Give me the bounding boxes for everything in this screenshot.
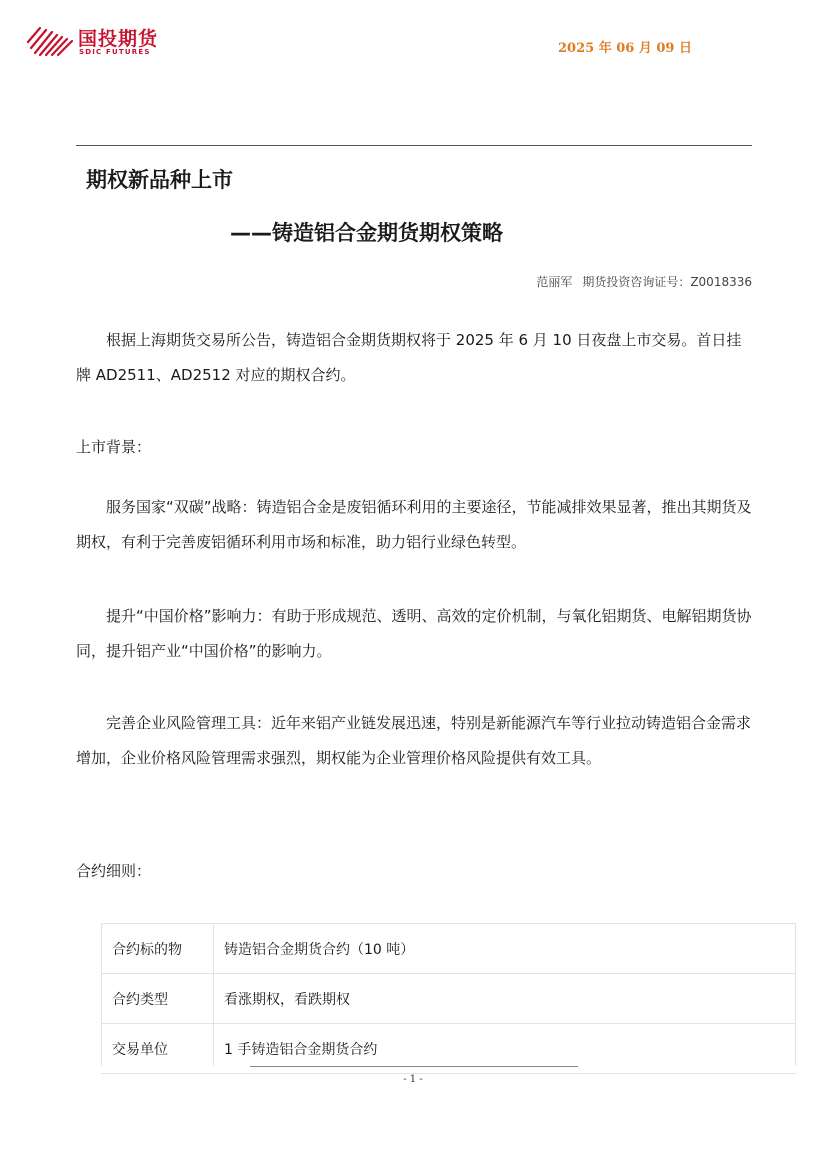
logo-english-text: SDIC FUTURES (79, 48, 151, 56)
author-certificate: 期货投资咨询证号：Z0018336 (582, 275, 752, 289)
report-title: 期权新品种上市 (86, 168, 233, 192)
background-heading: 上市背景： (76, 438, 152, 456)
header-divider (76, 145, 752, 146)
spec-key: 合约类型 (102, 974, 214, 1024)
table-row (102, 924, 796, 974)
contract-heading: 合约细则： (76, 862, 152, 880)
report-date: 2025 年 06 月 09 日 (558, 41, 692, 56)
table-row (102, 974, 796, 1024)
logo-chinese-text: 国投期货 (78, 28, 159, 50)
intro-paragraph: 根据上海期货交易所公告，铸造铝合金期货期权将于 2025 年 6 月 10 日夜盘上市交易。首日挂牌 AD2511、AD2512 对应的期权合约。 (76, 331, 742, 384)
logo-mark-icon (26, 22, 74, 58)
footer-rule (250, 1066, 578, 1067)
spec-value: 1 手铸造铝合金期货合约 (214, 1024, 796, 1074)
spec-key: 交易单位 (102, 1024, 214, 1074)
page-header (0, 0, 826, 80)
point-risk-management: 完善企业风险管理工具：近年来铝产业链发展迅速，特别是新能源汽车等行业拉动铸造铝合金需求增加，企业价格风险管理需求强烈，期权能为企业管理价格风险提供有效工具。 (76, 714, 752, 767)
report-subtitle: ——铸造铝合金期货期权策略 (230, 221, 503, 245)
spec-value: 看涨期权，看跌期权 (214, 974, 796, 1024)
contract-specs-table (101, 923, 796, 1074)
author-line (536, 273, 752, 290)
author-name: 范丽军 (536, 275, 573, 289)
spec-value: 铸造铝合金期货合约（10 吨） (214, 924, 796, 974)
page-number: - 1 - (403, 1074, 423, 1085)
point-china-price: 提升“中国价格”影响力：有助于形成规范、透明、高效的定价机制，与氧化铝期货、电解铝期货协同，提升铝产业“中国价格”的影响力。 (76, 607, 752, 660)
spec-key: 合约标的物 (102, 924, 214, 974)
sdic-futures-logo (26, 22, 166, 60)
point-dual-carbon: 服务国家“双碳”战略：铸造铝合金是废铝循环利用的主要途径，节能减排效果显著，推出其期货及期权，有利于完善废铝循环利用市场和标准，助力铝行业绿色转型。 (76, 498, 752, 551)
